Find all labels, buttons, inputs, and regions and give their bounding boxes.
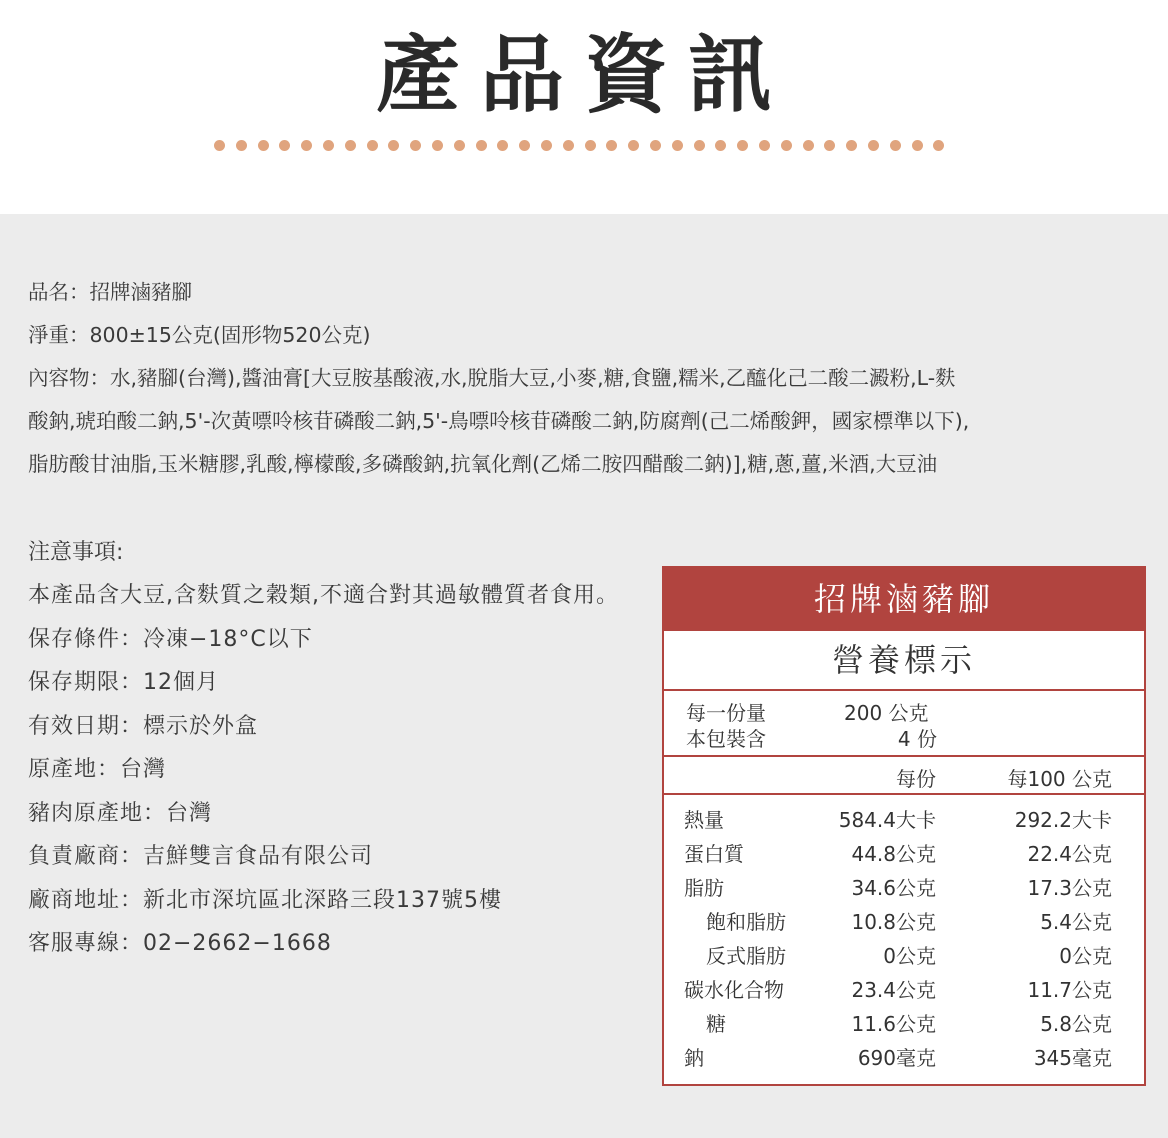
notes-section [28, 532, 619, 966]
divider-dot [563, 140, 574, 151]
serving-size-value: 200 公克 [844, 701, 929, 725]
divider-dot [410, 140, 421, 151]
dot-divider [214, 140, 954, 154]
info-ingredients-3: 脂肪酸甘油脂,玉米糖膠,乳酸,檸檬酸,多磷酸鈉,抗氧化劑(乙烯二胺四醋酸二鈉)],糖,蔥,薑,米酒,大豆油 [28, 452, 938, 476]
divider-dot [323, 140, 334, 151]
notes-heading: 注意事項: [28, 540, 124, 565]
divider-dot [367, 140, 378, 151]
divider-dot [236, 140, 247, 151]
divider-dot [519, 140, 530, 151]
note-shelf-life: 保存期限：12個月 [28, 670, 219, 695]
nutrient-name: 飽和脂肪 [706, 910, 786, 934]
note-manufacturer: 負責廠商：吉鮮雙言食品有限公司 [28, 844, 374, 869]
note-pork-origin: 豬肉原產地：台灣 [28, 800, 213, 826]
divider-dot [454, 140, 465, 151]
divider-dot [803, 140, 814, 151]
table-row [664, 905, 1144, 939]
per-serving-value: 10.8公克 [851, 910, 936, 934]
serving-info [664, 691, 1144, 757]
divider-dot [933, 140, 944, 151]
table-row [664, 1041, 1144, 1075]
note-storage: 保存條件：冷凍−18°C以下 [28, 626, 313, 652]
divider-dot [541, 140, 552, 151]
main-panel [0, 214, 1168, 1138]
per-serving-value: 690毫克 [857, 1046, 936, 1070]
per-serving-value: 11.6公克 [851, 1012, 936, 1036]
divider-dot [694, 140, 705, 151]
divider-dot [759, 140, 770, 151]
per-100g-value: 345毫克 [1033, 1046, 1112, 1070]
product-info [28, 271, 1138, 486]
nutrition-product-title: 招牌滷豬腳 [664, 568, 1144, 631]
note-allergy: 本產品含大豆,含麩質之穀類,不適合對其過敏體質者食用。 [28, 583, 619, 608]
nutrient-name: 熱量 [684, 808, 724, 832]
divider-dot [824, 140, 835, 151]
table-row [664, 973, 1144, 1007]
divider-dot [214, 140, 225, 151]
divider-dot [912, 140, 923, 151]
col-per-100g: 每100 公克 [1007, 767, 1112, 791]
divider-dot [737, 140, 748, 151]
divider-dot [868, 140, 879, 151]
table-row [664, 803, 1144, 837]
divider-dot [672, 140, 683, 151]
servings-per-pack-value: 4 份 [897, 727, 937, 751]
divider-dot [301, 140, 312, 151]
divider-dot [628, 140, 639, 151]
nutrition-label-heading: 營養標示 [664, 631, 1144, 691]
nutrient-name: 脂肪 [684, 876, 724, 900]
servings-per-pack-label: 本包裝含 [686, 727, 766, 751]
serving-size-label: 每一份量 [686, 701, 766, 725]
nutrient-name: 反式脂肪 [706, 944, 786, 968]
table-row [664, 1007, 1144, 1041]
info-ingredients-1: 內容物：水,豬腳(台灣),醬油膏[大豆胺基酸液,水,脫脂大豆,小麥,糖,食鹽,糯米,乙醯化己二酸二澱粉,L-麩 [28, 366, 956, 390]
page-title: 產品資訊 [375, 25, 792, 124]
divider-dot [650, 140, 661, 151]
divider-dot [846, 140, 857, 151]
table-row [664, 939, 1144, 973]
divider-dot [388, 140, 399, 151]
col-per-serving: 每份 [896, 767, 936, 791]
per-serving-value: 584.4大卡 [838, 808, 936, 832]
note-expiry: 有效日期：標示於外盒 [28, 713, 259, 739]
per-serving-value: 44.8公克 [851, 842, 936, 866]
divider-dot [606, 140, 617, 151]
per-100g-value: 11.7公克 [1027, 978, 1112, 1002]
per-100g-value: 0公克 [1059, 944, 1112, 968]
divider-dot [715, 140, 726, 151]
note-address: 廠商地址：新北市深坑區北深路三段137號5樓 [28, 887, 502, 913]
info-weight: 淨重：800±15公克(固形物520公克) [28, 323, 371, 347]
nutrient-rows [664, 795, 1144, 1075]
per-serving-value: 23.4公克 [851, 978, 936, 1002]
column-headers [664, 757, 1144, 795]
divider-dot [279, 140, 290, 151]
table-row [664, 871, 1144, 905]
divider-dot [432, 140, 443, 151]
divider-dot [258, 140, 269, 151]
table-row [664, 837, 1144, 871]
nutrition-table [662, 566, 1146, 1086]
divider-dot [345, 140, 356, 151]
info-name: 品名：招牌滷豬腳 [28, 280, 192, 304]
header [0, 0, 1168, 214]
nutrient-name: 糖 [706, 1012, 726, 1036]
per-100g-value: 17.3公克 [1027, 876, 1112, 900]
divider-dot [585, 140, 596, 151]
per-100g-value: 22.4公克 [1027, 842, 1112, 866]
divider-dot [890, 140, 901, 151]
per-serving-value: 0公克 [883, 944, 936, 968]
info-ingredients-2: 酸鈉,琥珀酸二鈉,5'-次黃嘌呤核苷磷酸二鈉,5'-鳥嘌呤核苷磷酸二鈉,防腐劑(己二烯酸鉀，國家標準以下), [28, 409, 970, 433]
divider-dot [497, 140, 508, 151]
divider-dot [476, 140, 487, 151]
nutrient-name: 碳水化合物 [684, 978, 784, 1002]
nutrient-name: 蛋白質 [684, 842, 744, 866]
per-100g-value: 5.4公克 [1040, 910, 1112, 934]
note-hotline: 客服專線：02−2662−1668 [28, 931, 332, 956]
note-origin: 原產地：台灣 [28, 757, 167, 782]
per-100g-value: 5.8公克 [1040, 1012, 1112, 1036]
per-serving-value: 34.6公克 [851, 876, 936, 900]
nutrient-name: 鈉 [684, 1046, 704, 1070]
divider-dot [781, 140, 792, 151]
per-100g-value: 292.2大卡 [1014, 808, 1112, 832]
